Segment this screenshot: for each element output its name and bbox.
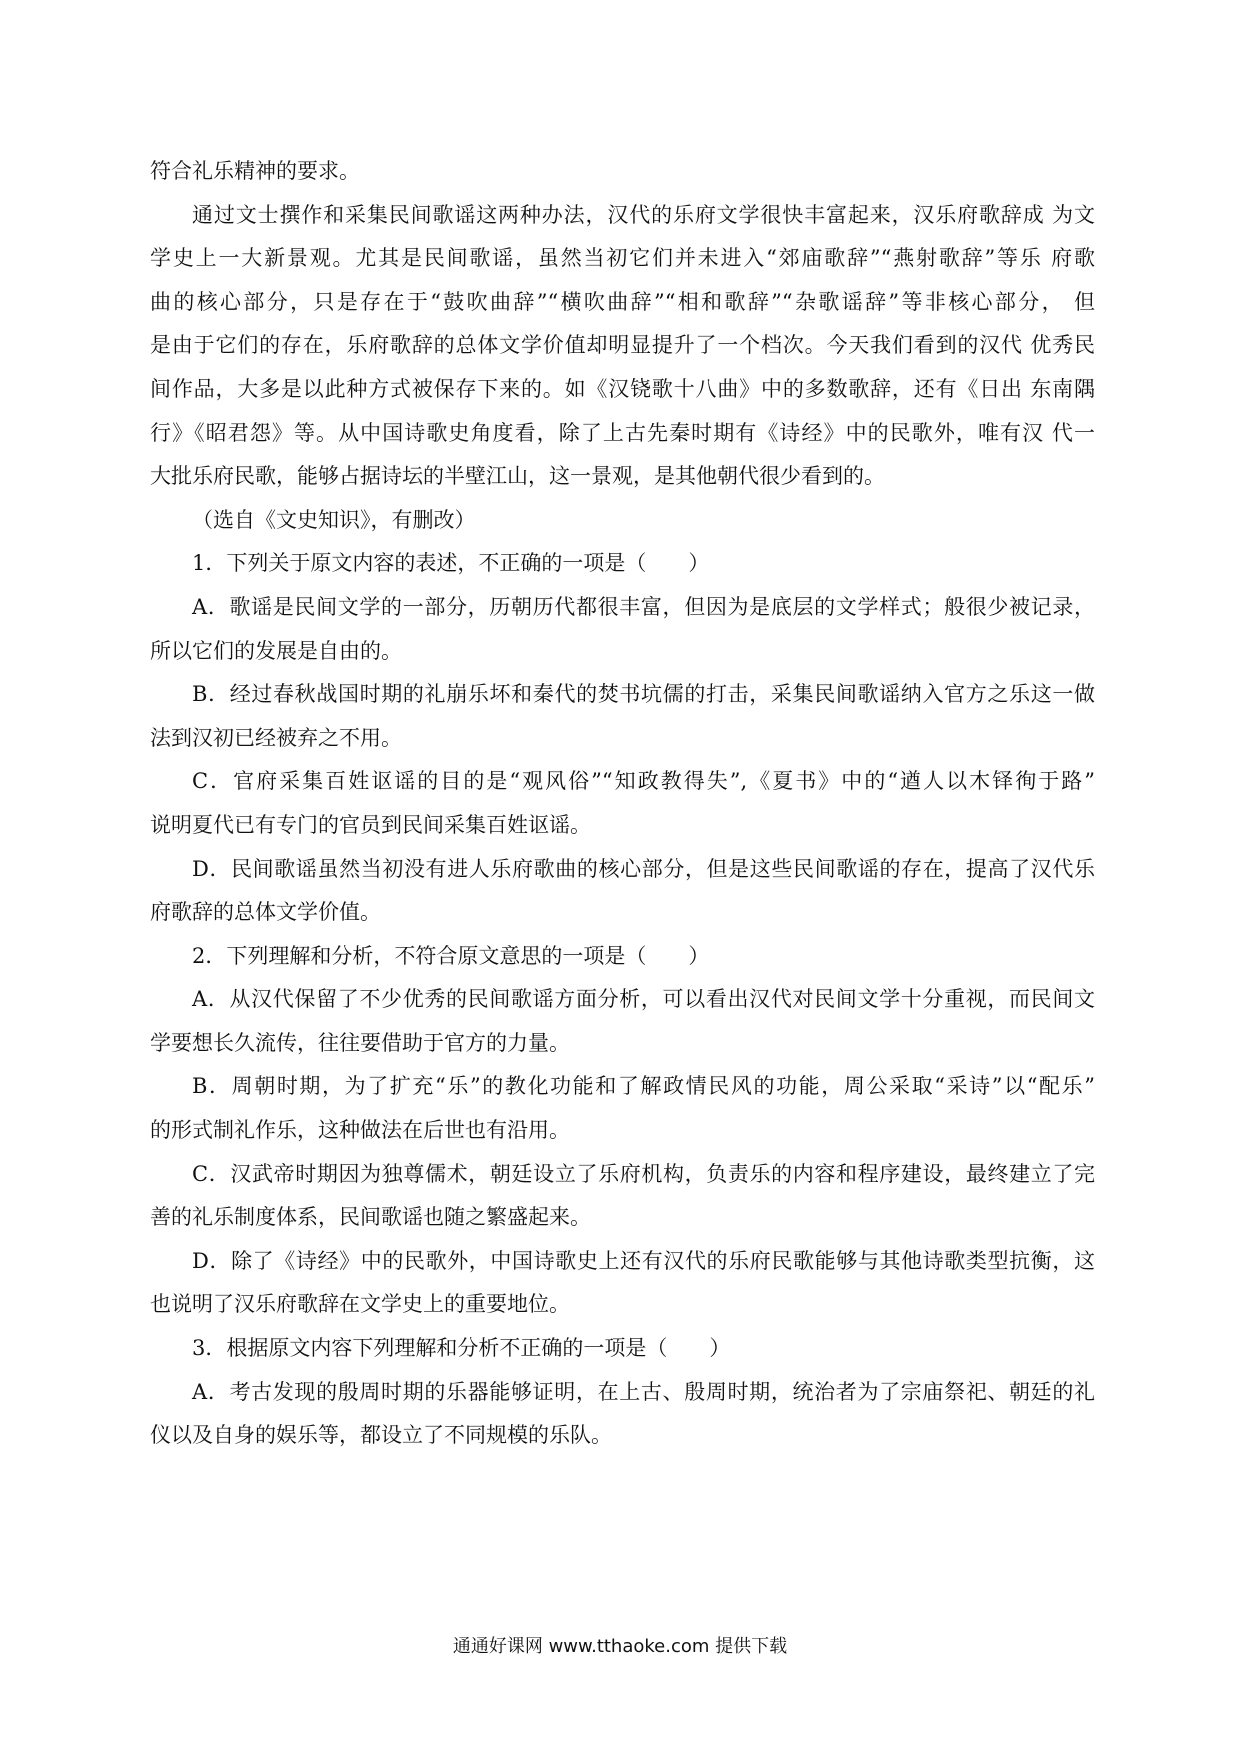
text-line: 是由于它们的存在，乐府歌辞的总体文学价值却明显提升了一个档次。今天我们看到的汉代 优秀民 xyxy=(150,333,1095,358)
text-line: 行》《昭君怨》等。从中国诗歌史角度看，除了上古先秦时期有《诗经》中的民歌外，唯有汉 代一 xyxy=(150,420,1095,445)
text-line: 1．下列关于原文内容的表述，不正确的一项是（ ） xyxy=(192,551,710,576)
text-line: A．歌谣是民间文学的一部分，历朝历代都很丰富，但因为是底层的文学样式；般很少被记录， xyxy=(192,594,1095,619)
text-line: B．周朝时期，为了扩充“乐”的教化功能和了解政情民风的功能，周公采取“采诗”以“配乐” xyxy=(192,1074,1095,1099)
text-line: 仪以及自身的娱乐等，都设立了不同规模的乐队。 xyxy=(150,1423,612,1448)
text-line: 说明夏代已有专门的官员到民间采集百姓讴谣。 xyxy=(150,812,591,837)
text-line: 善的礼乐制度体系，民间歌谣也随之繁盛起来。 xyxy=(150,1205,591,1230)
text-line: 符合礼乐精神的要求。 xyxy=(150,159,360,183)
text-line: C．汉武帝时期因为独尊儒术，朝廷设立了乐府机构，负责乐的内容和程序建设，最终建立了完 xyxy=(192,1161,1095,1186)
text-line: 曲的核心部分，只是存在于“鼓吹曲辞”“横吹曲辞”“相和歌辞”“杂歌谣辞”等非核心部分， 但 xyxy=(150,289,1095,314)
text-line: 也说明了汉乐府歌辞在文学史上的重要地位。 xyxy=(150,1292,570,1317)
text-line: （选自《文史知识》，有删改） xyxy=(192,507,476,532)
text-line: D．除了《诗经》中的民歌外，中国诗歌史上还有汉代的乐府民歌能够与其他诗歌类型抗衡，这 xyxy=(192,1248,1095,1273)
text-line: C．官府采集百姓讴谣的目的是“观风俗”“知政教得失”,《夏书》中的“遒人以木铎徇于路” xyxy=(192,769,1095,794)
text-line: 3．根据原文内容下列理解和分析不正确的一项是（ ） xyxy=(192,1336,731,1361)
text-line: 府歌辞的总体文学价值。 xyxy=(150,900,381,925)
text-line: 2．下列理解和分析，不符合原文意思的一项是（ ） xyxy=(192,943,710,968)
text-line: B．经过春秋战国时期的礼崩乐坏和秦代的焚书坑儒的打击，采集民间歌谣纳入官方之乐这一做 xyxy=(192,682,1095,707)
text-line: 通过文士撰作和采集民间歌谣这两种办法，汉代的乐府文学很快丰富起来，汉乐府歌辞成 为文 xyxy=(192,202,1095,227)
text-line: 学史上一大新景观。尤其是民间歌谣，虽然当初它们并未进入“郊庙歌辞”“燕射歌辞”等乐 府歌 xyxy=(150,246,1095,271)
text-line: 的形式制礼作乐，这种做法在后世也有沿用。 xyxy=(150,1118,570,1143)
page-footer: 通通好课网 www.tthaoke.com 提供下载 xyxy=(452,1636,788,1657)
text-line: 法到汉初已经被弃之不用。 xyxy=(150,725,402,750)
document-body xyxy=(150,150,1095,1458)
text-line: 大批乐府民歌，能够占据诗坛的半壁江山，这一景观，是其他朝代很少看到的。 xyxy=(150,464,885,489)
text-line: 学要想长久流传，往往要借助于官方的力量。 xyxy=(150,1030,570,1055)
text-line: 所以它们的发展是自由的。 xyxy=(150,638,402,663)
text-line: D．民间歌谣虽然当初没有进人乐府歌曲的核心部分，但是这些民间歌谣的存在，提高了汉代乐 xyxy=(192,856,1095,881)
text-line: 间作品，大多是以此种方式被保存下来的。如《汉铙歌十八曲》中的多数歌辞，还有《日出 东南隅 xyxy=(150,376,1095,401)
text-line: A．从汉代保留了不少优秀的民间歌谣方面分析，可以看出汉代对民间文学十分重视，而民间文 xyxy=(192,987,1095,1012)
text-line: A．考古发现的殷周时期的乐器能够证明，在上古、殷周时期，统治者为了宗庙祭祀、朝廷的礼 xyxy=(192,1379,1095,1404)
